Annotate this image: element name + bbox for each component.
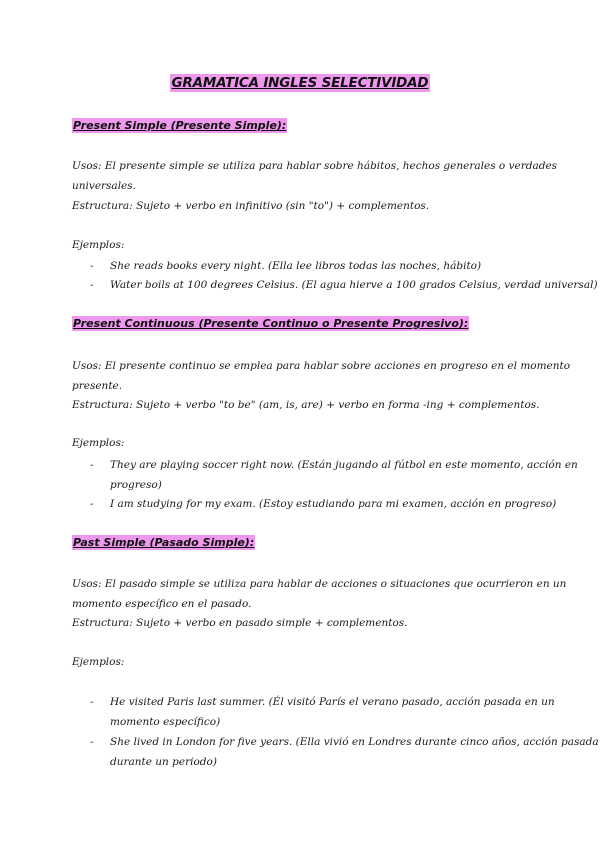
estructura-line: Estructura: Sujeto + verbo en infinitivo (sin "to") + complementos. [72,200,430,212]
bullet-dash: - [90,260,94,272]
example-text: She reads books every night. (Ella lee libros todas las noches, hábito) [110,260,482,272]
example-text: She lived in London for five years. (Ella vivió en Londres durante cinco años, acción pasada [110,736,599,748]
bullet-dash: - [90,736,94,748]
example-text-continued: durante un periodo) [110,756,217,768]
usos-line: Usos: El pasado simple se utiliza para hablar de acciones o situaciones que ocurrieron en un [72,578,567,590]
bullet-dash: - [90,696,94,708]
document-title: GRAMATICA INGLES SELECTIVIDAD [171,75,429,91]
example-text: He visited Paris last summer. (Él visitó París el verano pasado, acción pasada en un [110,696,555,708]
estructura-line: Estructura: Sujeto + verbo "to be" (am, is, are) + verbo en forma -ing + complementos. [72,399,540,411]
ejemplos-label: Ejemplos: [72,437,125,449]
example-text: Water boils at 100 degrees Celsius. (El agua hierve a 100 grados Celsius, verdad universal) [110,279,598,291]
estructura-line: Estructura: Sujeto + verbo en pasado simple + complementos. [72,617,408,629]
heading-past-simple: Past Simple (Pasado Simple): [73,536,255,549]
example-text: They are playing soccer right now. (Están jugando al fútbol en este momento, acción en [110,459,578,471]
usos-line: Usos: El presente simple se utiliza para hablar sobre hábitos, hechos generales o verdades [72,160,558,172]
example-text-continued: momento específico) [110,716,221,728]
bullet-dash: - [90,459,94,471]
heading-present-simple: Present Simple (Presente Simple): [73,119,287,132]
ejemplos-label: Ejemplos: [72,656,125,668]
title-container [0,72,600,92]
heading-present-continuous: Present Continuous (Presente Continuo o Presente Progresivo): [73,317,469,330]
example-text-continued: progreso) [110,479,162,491]
bullet-dash: - [90,498,94,510]
ejemplos-label: Ejemplos: [72,239,125,251]
usos-line: Usos: El presente continuo se emplea para hablar sobre acciones en progreso en el momento [72,360,571,372]
bullet-dash: - [90,279,94,291]
usos-line: presente. [72,380,123,392]
usos-line: momento específico en el pasado. [72,598,252,610]
usos-line: universales. [72,180,136,192]
example-text: I am studying for my exam. (Estoy estudiando para mi examen, acción en progreso) [110,498,557,510]
